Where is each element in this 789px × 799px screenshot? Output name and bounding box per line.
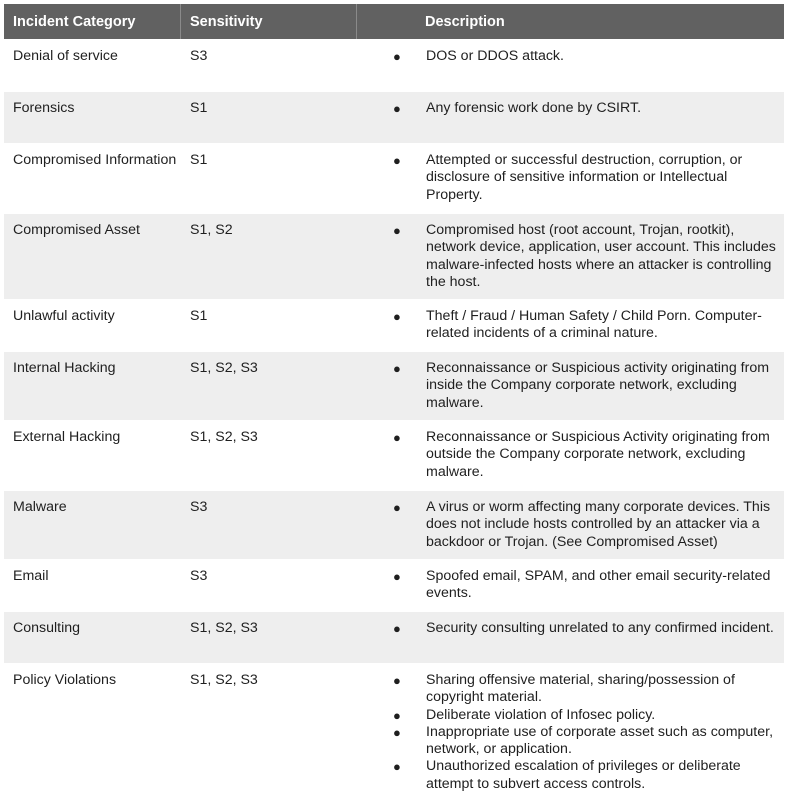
table-row xyxy=(4,663,784,799)
incident-category-cell: Consulting xyxy=(13,620,81,636)
description-item xyxy=(393,429,776,481)
description-list xyxy=(393,429,776,481)
bullet-icon: ● xyxy=(393,759,401,775)
bullet-icon: ● xyxy=(393,621,401,636)
sensitivity-cell: S1 xyxy=(190,100,208,116)
table-row xyxy=(4,39,784,91)
description-text: Sharing offensive material, sharing/possession of copyright material. xyxy=(426,672,735,706)
bullet-icon: ● xyxy=(393,430,401,445)
description-text: Reconnaissance or Suspicious activity originating from inside the Company corporate network, excluding malware. xyxy=(426,360,770,411)
description-text: Inappropriate use of corporate asset such as computer, network, or application. xyxy=(426,723,774,758)
description-text: Unauthorized escalation of privileges or deliberate attempt to subvert access controls. xyxy=(426,758,741,792)
incident-category-cell: Internal Hacking xyxy=(13,360,116,376)
description-text: Spoofed email, SPAM, and other email security-related events. xyxy=(426,568,771,602)
table-row xyxy=(4,213,784,299)
description-item xyxy=(393,672,776,707)
table-row xyxy=(4,420,784,490)
description-item xyxy=(393,48,776,65)
incident-category-cell: Forensics xyxy=(13,100,75,116)
description-list xyxy=(393,672,776,793)
bullet-icon: ● xyxy=(393,101,401,116)
description-list xyxy=(393,308,776,343)
description-cell xyxy=(357,421,784,490)
sensitivity-cell: S1, S2, S3 xyxy=(190,360,258,376)
sensitivity-cell: S1, S2, S3 xyxy=(190,620,258,636)
description-cell xyxy=(357,92,784,143)
incident-category-cell: Compromised Information xyxy=(13,152,177,168)
description-item xyxy=(393,707,776,724)
description-item xyxy=(393,360,776,412)
description-text: A virus or worm affecting many corporate devices. This does not include hosts controlled by an attacker via a backdoor or Trojan. (See Compromised Asset) xyxy=(426,499,771,550)
description-text: Reconnaissance or Suspicious Activity originating from outside the Company corporate network, excluding malware. xyxy=(426,429,770,480)
header-description: Description xyxy=(425,14,505,30)
bullet-icon: ● xyxy=(393,569,401,584)
bullet-icon: ● xyxy=(393,309,401,324)
table-row xyxy=(4,299,784,351)
table-row xyxy=(4,351,784,420)
table-header xyxy=(4,4,784,39)
bullet-icon: ● xyxy=(393,361,401,376)
incident-category-cell: Unlawful activity xyxy=(13,308,115,324)
description-text: Any forensic work done by CSIRT. xyxy=(426,100,642,116)
sensitivity-cell: S1, S2, S3 xyxy=(190,429,258,445)
incident-category-cell: Policy Violations xyxy=(13,672,117,688)
description-list xyxy=(393,568,776,603)
description-cell xyxy=(357,214,784,299)
table-row xyxy=(4,143,784,213)
description-item xyxy=(393,724,776,759)
bullet-icon: ● xyxy=(393,707,401,723)
description-item xyxy=(393,100,776,117)
description-list xyxy=(393,100,776,117)
sensitivity-cell: S1, S2, S3 xyxy=(190,672,258,688)
description-text: Attempted or successful destruction, corruption, or disclosure of sensitive information or Intellectual Property. xyxy=(426,152,743,203)
bullet-icon: ● xyxy=(393,223,401,238)
header-sensitivity: Sensitivity xyxy=(181,4,357,39)
description-text: DOS or DDOS attack. xyxy=(426,48,564,64)
sensitivity-cell: S3 xyxy=(190,48,208,64)
incident-category-cell: Denial of service xyxy=(13,48,118,64)
header-incident-category: Incident Category xyxy=(4,4,181,39)
bullet-icon: ● xyxy=(393,500,401,515)
bullet-icon: ● xyxy=(393,153,401,168)
description-cell xyxy=(357,491,784,559)
description-cell xyxy=(357,612,784,663)
description-item xyxy=(393,222,776,291)
description-list xyxy=(393,360,776,412)
sensitivity-cell: S1 xyxy=(190,308,208,324)
table-body xyxy=(4,39,784,799)
incident-category-cell: Compromised Asset xyxy=(13,222,140,238)
description-text: Deliberate violation of Infosec policy. xyxy=(426,706,656,723)
description-list xyxy=(393,152,776,204)
description-cell xyxy=(357,664,784,799)
incident-category-cell: External Hacking xyxy=(13,429,121,445)
description-list xyxy=(393,620,776,637)
description-cell xyxy=(357,144,784,213)
description-cell xyxy=(357,300,784,351)
table-row xyxy=(4,490,784,559)
table-row xyxy=(4,91,784,143)
description-item xyxy=(393,620,776,637)
description-item xyxy=(393,308,776,343)
sensitivity-cell: S1, S2 xyxy=(190,222,233,238)
description-item xyxy=(393,758,776,793)
description-list xyxy=(393,222,776,291)
description-cell xyxy=(357,40,784,91)
description-list xyxy=(393,499,776,551)
bullet-icon: ● xyxy=(393,673,401,688)
sensitivity-cell: S3 xyxy=(190,568,208,584)
table-row xyxy=(4,559,784,611)
description-cell xyxy=(357,352,784,420)
description-item xyxy=(393,499,776,551)
description-item xyxy=(393,152,776,204)
incident-category-table xyxy=(4,4,784,799)
description-text: Security consulting unrelated to any confirmed incident. xyxy=(426,620,774,636)
incident-category-cell: Malware xyxy=(13,499,67,515)
sensitivity-cell: S1 xyxy=(190,152,208,168)
description-cell xyxy=(357,560,784,611)
description-list xyxy=(393,48,776,65)
bullet-icon: ● xyxy=(393,49,401,64)
description-text: Theft / Fraud / Human Safety / Child Porn. Computer-related incidents of a criminal nature. xyxy=(426,308,762,342)
description-text: Compromised host (root account, Trojan, rootkit), network device, application, user account. This includes malware-infected hosts where an attacker is controlling the host. xyxy=(426,222,776,290)
table-row xyxy=(4,611,784,663)
description-item xyxy=(393,568,776,603)
sensitivity-cell: S3 xyxy=(190,499,208,515)
bullet-icon: ● xyxy=(393,724,401,740)
incident-category-cell: Email xyxy=(13,568,49,584)
